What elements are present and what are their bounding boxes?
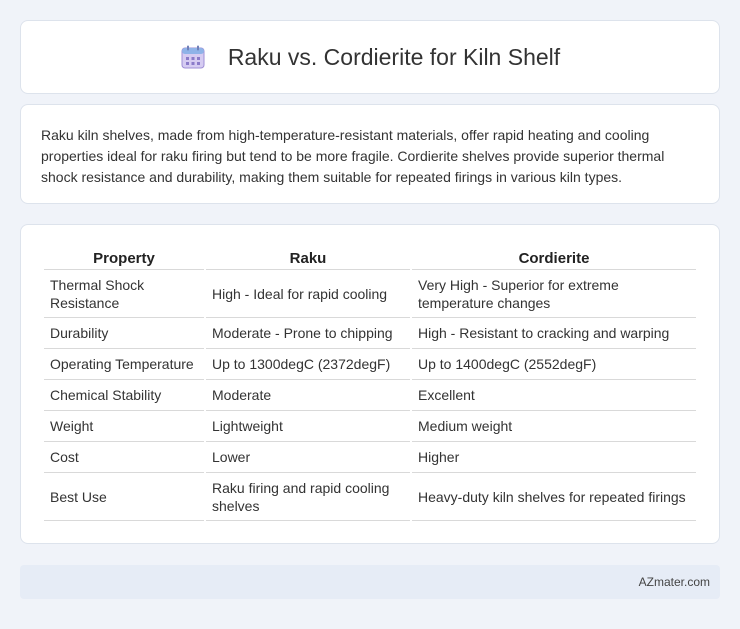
table-cell: High - Ideal for rapid cooling <box>206 270 410 318</box>
table-cell: Best Use <box>44 473 204 521</box>
comparison-table-card <box>20 224 720 544</box>
table-row <box>44 349 696 380</box>
table-row <box>44 270 696 318</box>
table-row <box>44 442 696 473</box>
table-cell: Moderate - Prone to chipping <box>206 318 410 349</box>
page-title: Raku vs. Cordierite for Kiln Shelf <box>227 43 561 70</box>
description-text: Raku kiln shelves, made from high-temperature-resistant materials, offer rapid heating and cooling properties ideal for raku firing but tend to be more fragile. Cordierite shelves provide superior thermal shock resistance and durability, making them suitable for repeated firings in various kiln types. <box>41 127 665 185</box>
table-cell: Medium weight <box>412 411 696 442</box>
table-row <box>44 473 696 521</box>
table-cell: Up to 1400degC (2552degF) <box>412 349 696 380</box>
table-cell: Operating Temperature <box>44 349 204 380</box>
table-row <box>44 318 696 349</box>
footer <box>20 565 720 599</box>
table-cell: Chemical Stability <box>44 380 204 411</box>
comparison-table <box>42 245 698 521</box>
table-row <box>44 380 696 411</box>
description-card <box>20 104 720 204</box>
table-cell: Weight <box>44 411 204 442</box>
footer-brand: AZmater.com <box>638 575 710 589</box>
table-cell: Thermal Shock Resistance <box>44 270 204 318</box>
table-cell: Very High - Superior for extreme temperature changes <box>412 270 696 318</box>
table-cell: High - Resistant to cracking and warping <box>412 318 696 349</box>
table-cell: Excellent <box>412 380 696 411</box>
table-row <box>44 411 696 442</box>
title-card <box>20 20 720 94</box>
table-cell: Raku firing and rapid cooling shelves <box>206 473 410 521</box>
column-header-property: Property <box>44 245 204 270</box>
table-cell: Moderate <box>206 380 410 411</box>
table-cell: Up to 1300degC (2372degF) <box>206 349 410 380</box>
table-cell: Lower <box>206 442 410 473</box>
table-cell: Higher <box>412 442 696 473</box>
table-cell: Heavy-duty kiln shelves for repeated firings <box>412 473 696 521</box>
table-cell: Durability <box>44 318 204 349</box>
column-header-cordierite: Cordierite <box>412 245 696 270</box>
calendar-icon <box>180 44 206 70</box>
table-cell: Lightweight <box>206 411 410 442</box>
column-header-raku: Raku <box>206 245 410 270</box>
table-header-row <box>44 245 696 270</box>
table-cell: Cost <box>44 442 204 473</box>
